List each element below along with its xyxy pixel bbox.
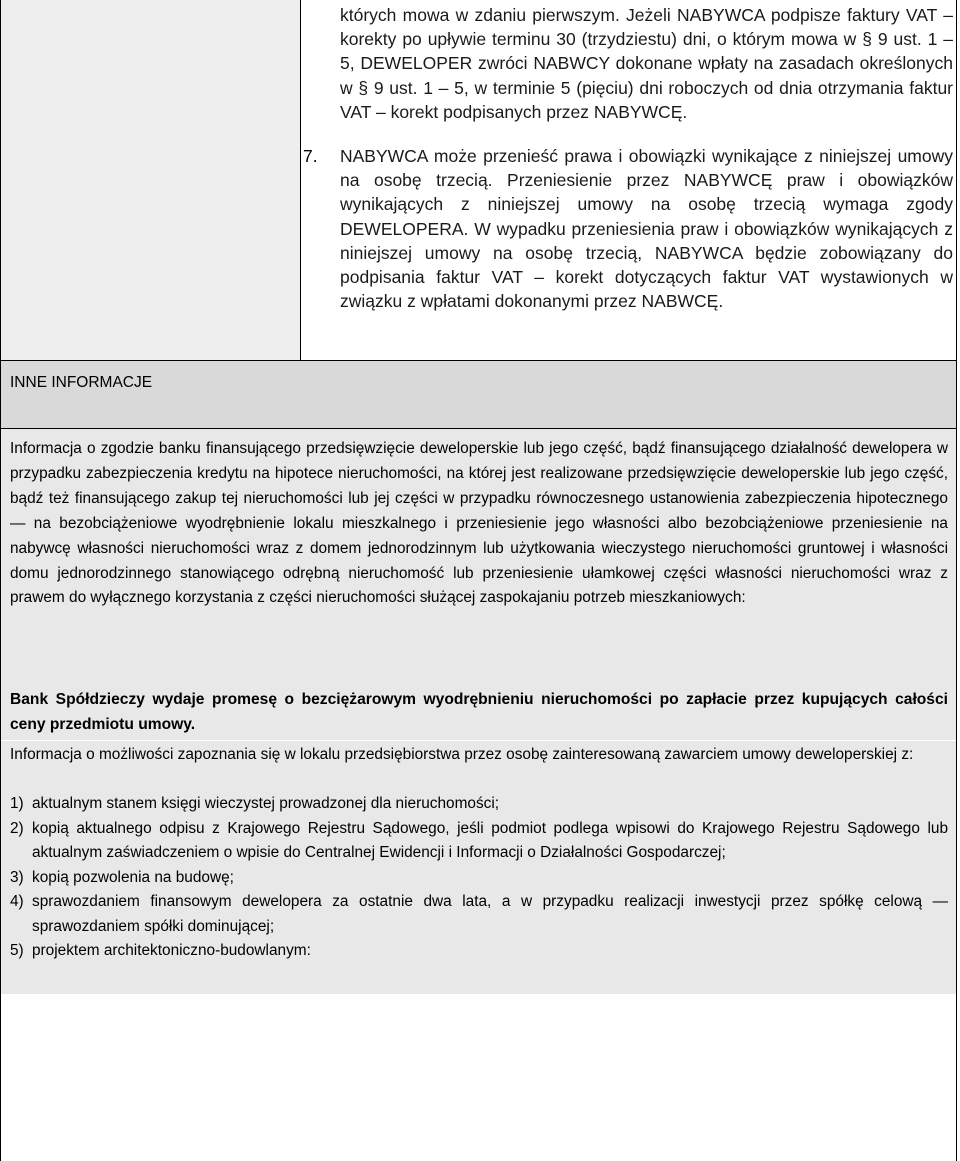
empty-cell — [0, 994, 957, 1161]
list-item-text: sprawozdaniem finansowym dewelopera za ostatnie dwa lata, a w przypadku realizacji inwestycji przez spółkę celową — sprawozdaniem spółki dominującej; — [32, 893, 948, 935]
list-item-number: 5) — [10, 942, 24, 959]
bank-promise-statement: Bank Spółdzieczy wydaje promesę o bezciężarowym wyodrębnieniu nieruchomości po zapłacie przez kupujących całości ceny przedmiotu umowy. — [10, 691, 948, 733]
list-item — [10, 890, 948, 939]
list-item-text: aktualnym stanem księgi wieczystej prowadzonej dla nieruchomości; — [32, 795, 500, 812]
list-item — [10, 792, 948, 817]
continuation-paragraph: których mowa w zdaniu pierwszym. Jeżeli NABYWCA podpisze faktury VAT – korekty po upływie terminu 30 (trzydziestu) dni, o którym mowa w § 9 ust. 1 – 5, DEWELOPER zwróci NABWCY dokonane wpłaty na zasadach określonych w § 9 ust. 1 – 5, w terminie 5 (pięciu) dni roboczych od dnia otrzymania faktur VAT – korekt podpisanych przez NABYWCĘ. — [340, 5, 953, 122]
table-label-cell — [1, 0, 301, 360]
list-item-number: 7. — [303, 146, 318, 166]
list-item-number: 2) — [10, 819, 24, 837]
section-header — [0, 361, 957, 429]
bank-consent-section — [0, 429, 957, 740]
list-item — [10, 939, 948, 964]
list-item-text: kopią aktualnego odpisu z Krajowego Rejestru Sądowego, jeśli podmiot podlega wpisowi do Krajowego Rejestru Sądowego lub aktualnym zaświadczeniem o wpisie do Centralnej Ewidencji i Informacji o Działalności Gospodarczej; — [32, 819, 948, 861]
section-title: INNE INFORMACJE — [10, 374, 153, 391]
list-item-number: 1) — [10, 795, 24, 812]
list-item — [10, 866, 948, 891]
list-item-number: 4) — [10, 893, 24, 910]
inspection-section — [0, 740, 957, 994]
bank-consent-paragraph: Informacja o zgodzie banku finansującego przedsięwzięcie deweloperskie lub jego część, bądź finansującego działalność dewelopera w przypadku zabezpieczenia kredytu na hipotece nieruchomości, na której jest realizowane przedsięwzięcie deweloperskie lub jego część, bądź też finansującego zakup tej nieruchomości lub jej części w przypadku równoczesnego ustanowienia zabezpieczenia hipotecznego — na bezobciążeniowe wyodrębnienie lokalu mieszkalnego i przeniesienie jego własności albo bezobciążeniowe przeniesienie na nabywcę własności nieruchomości wraz z domem jednorodzinnym lub użytkowania wieczystego nieruchomości gruntowej i własności domu jednorodzinnego stanowiącego odrębną nieruchomość lub przeniesienie ułamkowej części własności nieruchomości wraz z prawem do wyłącznego korzystania z części nieruchomości służącej zaspokajaniu potrzeb mieszkaniowych: — [10, 440, 948, 607]
list-item — [10, 817, 948, 866]
table-content-cell — [302, 0, 957, 360]
inspection-list — [10, 792, 948, 964]
list-item-text: projektem architektoniczno-budowlanym: — [32, 942, 311, 959]
list-item-text: kopią pozwolenia na budowę; — [32, 868, 234, 886]
list-item-text: NABYWCA może przenieść prawa i obowiązki wynikające z niniejszej umowy na osobę trzecią. Przeniesienie przez NABYWCĘ praw i obowiązków wynikających z niniejszej umowy na osobę trzecią wymaga zgody DEWELOPERA. W wypadku przeniesienia praw i obowiązków wynikających z niniejszej umowy na osobę trzecią, NABYWCA będzie zobowiązany do podpisania faktur VAT – korekt dotyczących faktur VAT wystawionych w związku z wpłatami dokonanymi przez NABWCĘ. — [340, 146, 953, 312]
list-item-number: 3) — [10, 868, 24, 886]
inspection-intro: Informacja o możliwości zapoznania się w lokalu przedsiębiorstwa przez osobę zainteresowaną zawarciem umowy deweloperskiej z: — [10, 746, 914, 763]
contract-table — [0, 0, 957, 361]
